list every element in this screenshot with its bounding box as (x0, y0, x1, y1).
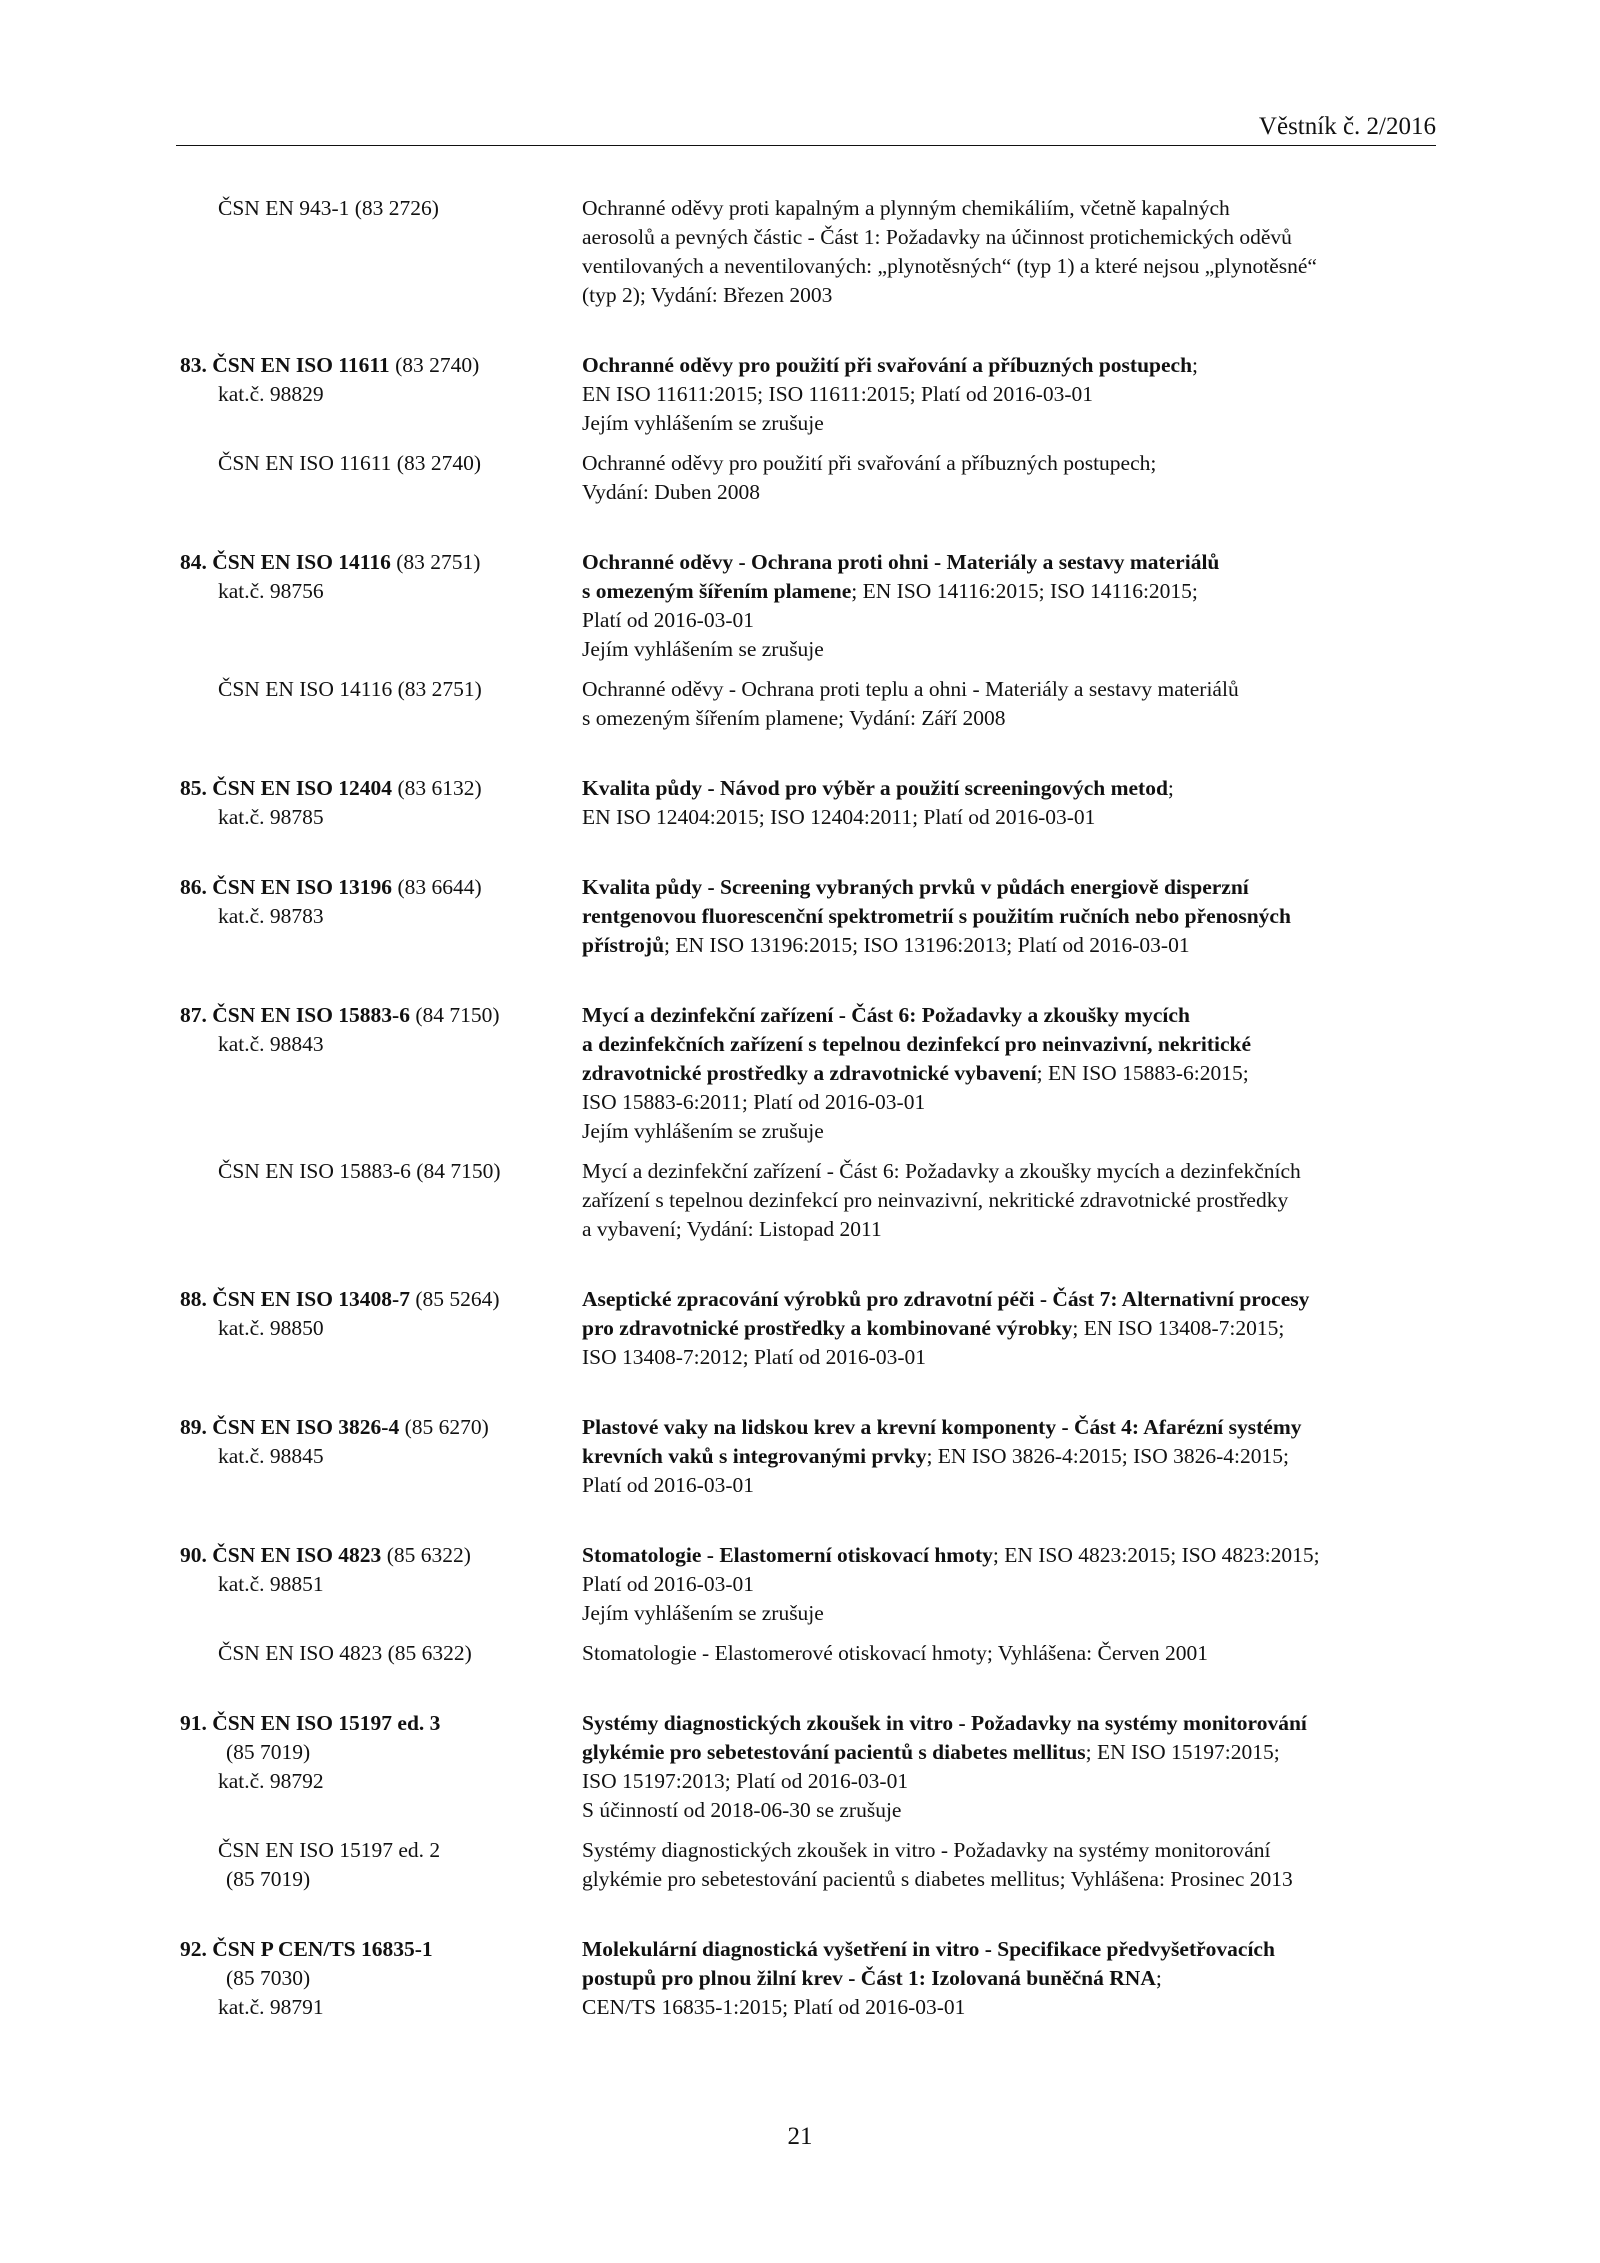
info-line: CEN/TS 16835-1:2015; Platí od 2016-03-01 (582, 1995, 966, 2019)
entry-code-cell (180, 1413, 582, 1500)
entry-description (582, 351, 1440, 438)
standard-entry (180, 774, 1440, 832)
entry-code-cell (180, 873, 582, 960)
title-line (582, 1964, 1440, 1993)
replaced-line: a vybavení; Vydání: Listopad 2011 (582, 1217, 882, 1241)
replaced-row (180, 1836, 1440, 1894)
code-bold: ČSN EN ISO 4823 (212, 1543, 382, 1567)
entry-code-cell (180, 1001, 582, 1146)
standard-code (180, 351, 582, 380)
code-classification: (85 5264) (409, 1287, 500, 1311)
title-tail: ; EN ISO 14116:2015; ISO 14116:2015; (851, 579, 1198, 603)
title-text: glykémie pro sebetestování pacientů s diabetes mellitus (582, 1740, 1086, 1764)
title-text: Kvalita půdy - Screening vybraných prvků v půdách energiově disperzní (582, 875, 1249, 899)
info-line: Platí od 2016-03-01 (582, 608, 754, 632)
standard-code (180, 1935, 582, 1964)
replaced-code-cell (180, 1157, 582, 1244)
replaced-code-cell (180, 1836, 582, 1894)
replaced-description (582, 675, 1440, 733)
standard-entry (180, 1541, 1440, 1668)
title-line (582, 1541, 1440, 1570)
entry-number: 85. (180, 776, 207, 800)
title-text: Kvalita půdy - Návod pro výběr a použití screeningových metod (582, 776, 1168, 800)
entry-number: 92. (180, 1937, 207, 1961)
replaced-line: Ochranné oděvy pro použití při svařování a příbuzných postupech; (582, 451, 1157, 475)
title-tail: ; EN ISO 3826-4:2015; ISO 3826-4:2015; (926, 1444, 1289, 1468)
info-line: EN ISO 12404:2015; ISO 12404:2011; Platí od 2016-03-01 (582, 805, 1096, 829)
title-text: postupů pro plnou žilní krev - Část 1: Izolovaná buněčná RNA (582, 1966, 1156, 1990)
title-line (582, 1709, 1440, 1738)
standard-code (180, 774, 582, 803)
replaced-code: ČSN EN ISO 11611 (83 2740) (218, 451, 481, 475)
info-line: Platí od 2016-03-01 (582, 1572, 754, 1596)
entry-main-row (180, 548, 1440, 664)
catalog-number: kat.č. 98829 (218, 382, 324, 406)
title-text: pro zdravotnické prostředky a kombinované výrobky (582, 1316, 1073, 1340)
code-bold: ČSN EN ISO 13408-7 (212, 1287, 410, 1311)
entry-main-row (180, 1413, 1440, 1500)
journal-header: Věstník č. 2/2016 (1258, 113, 1436, 140)
replaced-row (180, 1639, 1440, 1668)
entry-description (582, 774, 1440, 832)
title-line (582, 1314, 1440, 1343)
code-classification: (85 6322) (381, 1543, 471, 1567)
replaced-row (180, 1157, 1440, 1244)
replaced-code: (85 7019) (226, 1867, 311, 1891)
code-bold: ČSN EN ISO 3826-4 (212, 1415, 400, 1439)
info-line: Jejím vyhlášením se zrušuje (582, 1119, 824, 1143)
entry-code-cell (180, 1935, 582, 2022)
lead-entry (180, 194, 1440, 310)
entry-number: 83. (180, 353, 207, 377)
entry-main-row (180, 1935, 1440, 2022)
standard-entry (180, 873, 1440, 960)
entries (180, 351, 1440, 2022)
title-line (582, 548, 1440, 577)
info-line: Platí od 2016-03-01 (582, 1473, 754, 1497)
catalog-number: kat.č. 98851 (218, 1572, 324, 1596)
entry-description (582, 1285, 1440, 1372)
page-number: 21 (787, 2123, 813, 2150)
code-classification: (84 7150) (409, 1003, 500, 1027)
code-bold: ČSN EN ISO 13196 (212, 875, 393, 899)
title-text: Mycí a dezinfekční zařízení - Část 6: Požadavky a zkoušky mycích (582, 1003, 1190, 1027)
replaced-line: Mycí a dezinfekční zařízení - Část 6: Požadavky a zkoušky mycích a dezinfekčních (582, 1159, 1301, 1183)
standard-code (180, 1541, 582, 1570)
title-text: Molekulární diagnostická vyšetření in vitro - Specifikace předvyšetřovacích (582, 1937, 1275, 1961)
code-classification: (83 2740) (389, 353, 480, 377)
entry-code-cell (180, 1541, 582, 1628)
catalog-number: kat.č. 98783 (218, 904, 324, 928)
entry-code-cell (180, 351, 582, 438)
standard-entry (180, 1413, 1440, 1500)
entry-number: 86. (180, 875, 207, 899)
title-tail: ; (1192, 353, 1199, 377)
code-classification: (83 6132) (392, 776, 482, 800)
title-line (582, 577, 1440, 606)
entry-main-row (180, 774, 1440, 832)
title-line (582, 774, 1440, 803)
standard-entry (180, 351, 1440, 507)
title-line (582, 931, 1440, 960)
entry-main-row (180, 1541, 1440, 1628)
replaced-description (582, 1157, 1440, 1244)
title-text: Ochranné oděvy - Ochrana proti ohni - Materiály a sestavy materiálů (582, 550, 1220, 574)
replaced-row (180, 675, 1440, 733)
title-text: Aseptické zpracování výrobků pro zdravotní péči - Část 7: Alternativní procesy (582, 1287, 1310, 1311)
code-classification: (85 7019) (226, 1740, 311, 1764)
title-line (582, 902, 1440, 931)
catalog-number: kat.č. 98785 (218, 805, 324, 829)
title-text: Plastové vaky na lidskou krev a krevní komponenty - Část 4: Afarézní systémy (582, 1415, 1302, 1439)
catalog-number: kat.č. 98843 (218, 1032, 324, 1056)
info-line: Jejím vyhlášením se zrušuje (582, 411, 824, 435)
replaced-code: ČSN EN ISO 14116 (83 2751) (218, 677, 482, 701)
entry-main-row (180, 351, 1440, 438)
entry-description (582, 1001, 1440, 1146)
entry-description (582, 1413, 1440, 1500)
title-tail: ; EN ISO 13408-7:2015; (1072, 1316, 1285, 1340)
catalog-number: kat.č. 98792 (218, 1769, 324, 1793)
standard-code (180, 873, 582, 902)
title-text: Stomatologie - Elastomerní otiskovací hmoty (582, 1543, 993, 1567)
replaced-description (582, 449, 1440, 507)
catalog-number: kat.č. 98845 (218, 1444, 324, 1468)
replaced-line: Systémy diagnostických zkoušek in vitro - Požadavky na systémy monitorování (582, 1838, 1271, 1862)
replaced-code: ČSN EN ISO 15197 ed. 2 (218, 1838, 441, 1862)
catalog-number: kat.č. 98850 (218, 1316, 324, 1340)
title-text: a dezinfekčních zařízení s tepelnou dezinfekcí pro neinvazivní, nekritické (582, 1032, 1252, 1056)
replaced-code-cell (180, 675, 582, 733)
title-line (582, 1738, 1440, 1767)
title-line (582, 1285, 1440, 1314)
standard-entry (180, 1935, 1440, 2022)
standard-entry (180, 1709, 1440, 1894)
title-text: přístrojů (582, 933, 665, 957)
code-bold: ČSN EN ISO 12404 (212, 776, 393, 800)
replaced-description (582, 1836, 1440, 1894)
standard-code (180, 1001, 582, 1030)
entry-number: 84. (180, 550, 207, 574)
replaced-description (582, 1639, 1440, 1668)
code-classification: (85 6270) (399, 1415, 489, 1439)
entry-description (582, 873, 1440, 960)
header-rule (176, 145, 1436, 146)
title-text: Ochranné oděvy pro použití při svařování a příbuzných postupech (582, 353, 1193, 377)
code-bold: ČSN EN ISO 11611 (212, 353, 390, 377)
entry-description (582, 548, 1440, 664)
title-line (582, 873, 1440, 902)
title-line (582, 1030, 1440, 1059)
code-bold: ČSN EN ISO 15883-6 (212, 1003, 410, 1027)
replaced-line: s omezeným šířením plamene; Vydání: Září 2008 (582, 706, 1006, 730)
replaced-line: Ochranné oděvy - Ochrana proti teplu a ohni - Materiály a sestavy materiálů (582, 677, 1239, 701)
lead-code: ČSN EN 943-1 (83 2726) (218, 196, 439, 220)
info-line: Jejím vyhlášením se zrušuje (582, 1601, 824, 1625)
replaced-code: ČSN EN ISO 4823 (85 6322) (218, 1641, 472, 1665)
entry-number: 91. (180, 1711, 207, 1735)
info-line: ISO 13408-7:2012; Platí od 2016-03-01 (582, 1345, 926, 1369)
code-classification: (83 2751) (390, 550, 481, 574)
replaced-code-cell (180, 1639, 582, 1668)
lead-description (582, 194, 1440, 310)
standard-entry (180, 548, 1440, 733)
title-line (582, 1413, 1440, 1442)
info-line: S účinností od 2018-06-30 se zrušuje (582, 1798, 902, 1822)
title-tail: ; EN ISO 15197:2015; (1085, 1740, 1280, 1764)
entry-code-cell (180, 774, 582, 832)
entry-description (582, 1935, 1440, 2022)
standard-entry (180, 1001, 1440, 1244)
replaced-line: Vydání: Duben 2008 (582, 480, 760, 504)
code-bold: ČSN EN ISO 14116 (212, 550, 391, 574)
title-tail: ; EN ISO 13196:2015; ISO 13196:2013; Platí od 2016-03-01 (664, 933, 1190, 957)
title-line (582, 1059, 1440, 1088)
title-text: krevních vaků s integrovanými prvky (582, 1444, 927, 1468)
description-line: (typ 2); Vydání: Březen 2003 (582, 283, 833, 307)
description-line: ventilovaných a neventilovaných: „plynotěsných“ (typ 1) a které nejsou „plynotěsné“ (582, 254, 1317, 278)
standards-list (180, 194, 1440, 2063)
description-line: Ochranné oděvy proti kapalným a plynným chemikáliím, včetně kapalných (582, 196, 1230, 220)
info-line: ISO 15883-6:2011; Platí od 2016-03-01 (582, 1090, 926, 1114)
title-text: zdravotnické prostředky a zdravotnické vybavení (582, 1061, 1037, 1085)
title-line (582, 1442, 1440, 1471)
entry-description (582, 1541, 1440, 1628)
standard-code (180, 1285, 582, 1314)
title-line (582, 351, 1440, 380)
info-line: Jejím vyhlášením se zrušuje (582, 637, 824, 661)
description-line: aerosolů a pevných částic - Část 1: Požadavky na účinnost protichemických oděvů (582, 225, 1292, 249)
code-bold: ČSN P CEN/TS 16835-1 (212, 1937, 433, 1961)
standard-code (180, 548, 582, 577)
entry-number: 88. (180, 1287, 207, 1311)
replaced-line: Stomatologie - Elastomerové otiskovací hmoty; Vyhlášena: Červen 2001 (582, 1641, 1208, 1665)
replaced-line: glykémie pro sebetestování pacientů s diabetes mellitus; Vyhlášena: Prosinec 2013 (582, 1867, 1293, 1891)
entry-number: 89. (180, 1415, 207, 1439)
entry-code-cell (180, 1709, 582, 1825)
entry-main-row (180, 1709, 1440, 1825)
entry-main-row (180, 873, 1440, 960)
entry-number: 90. (180, 1543, 207, 1567)
standard-code (180, 1413, 582, 1442)
entry-code-cell (180, 548, 582, 664)
title-line (582, 1001, 1440, 1030)
title-line (582, 1935, 1440, 1964)
entry-main-row (180, 1001, 1440, 1146)
title-tail: ; EN ISO 4823:2015; ISO 4823:2015; (992, 1543, 1320, 1567)
code-bold: ČSN EN ISO 15197 ed. 3 (212, 1711, 441, 1735)
catalog-number: kat.č. 98756 (218, 579, 324, 603)
catalog-number: kat.č. 98791 (218, 1995, 324, 2019)
title-tail: ; (1167, 776, 1174, 800)
entry-number: 87. (180, 1003, 207, 1027)
standard-entry (180, 1285, 1440, 1372)
entry-main-row (180, 1285, 1440, 1372)
replaced-code-cell (180, 449, 582, 507)
info-line: ISO 15197:2013; Platí od 2016-03-01 (582, 1769, 909, 1793)
title-text: s omezeným šířením plamene (582, 579, 852, 603)
code-classification: (85 7030) (226, 1966, 311, 1990)
code-classification: (83 6644) (392, 875, 482, 899)
standard-code (180, 1709, 582, 1738)
info-line: EN ISO 11611:2015; ISO 11611:2015; Platí od 2016-03-01 (582, 382, 1094, 406)
title-text: Systémy diagnostických zkoušek in vitro - Požadavky na systémy monitorování (582, 1711, 1307, 1735)
entry-description (582, 1709, 1440, 1825)
title-tail: ; EN ISO 15883-6:2015; (1036, 1061, 1249, 1085)
title-text: rentgenovou fluorescenční spektrometrií s použitím ručních nebo přenosných (582, 904, 1291, 928)
entry-code-cell (180, 1285, 582, 1372)
replaced-code: ČSN EN ISO 15883-6 (84 7150) (218, 1159, 501, 1183)
title-tail: ; (1155, 1966, 1162, 1990)
replaced-line: zařízení s tepelnou dezinfekcí pro neinvazivní, nekritické zdravotnické prostředky (582, 1188, 1289, 1212)
replaced-row (180, 449, 1440, 507)
